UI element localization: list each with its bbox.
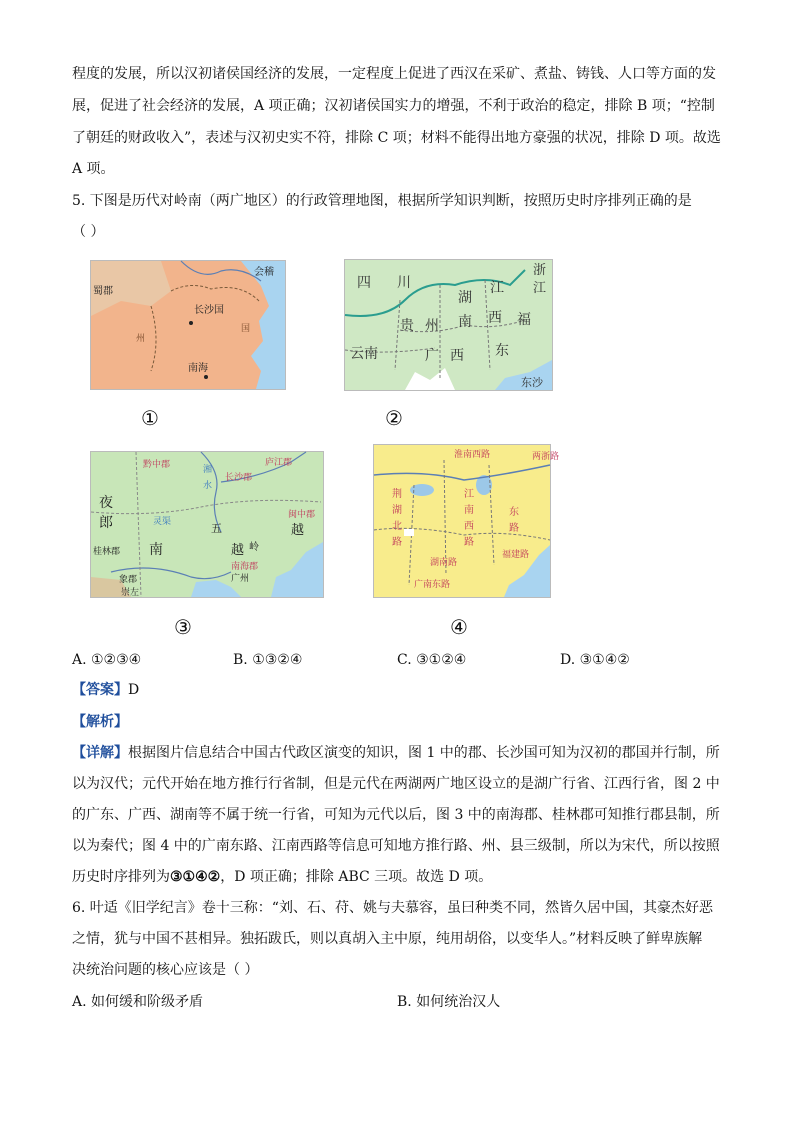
q5-option-a: A. ①②③④ (72, 652, 142, 668)
map2-label-jiang: 江 (490, 280, 504, 296)
detail-tag: 【详解】 (72, 745, 128, 761)
detail-last-pre: 历史时序排列为 (72, 869, 170, 885)
analysis-tag-text: 【解析】 (72, 714, 128, 730)
map2-label-hu: 湖 (458, 290, 472, 306)
map3-label-minzhong: 闽中郡 (288, 510, 316, 520)
map1-label-guo: 国 (241, 324, 251, 334)
map1-city-dot-2 (204, 375, 208, 379)
q5-option-d: D. ③①④② (560, 652, 630, 668)
q6-option-b: B. 如何统治汉人 (397, 994, 501, 1010)
map3-label-nanhai: 南海郡 (231, 562, 259, 572)
answer-row (72, 680, 139, 700)
map3-label-ye: 夜 (99, 495, 113, 511)
q6-option-a: A. 如何缓和阶级矛盾 (72, 994, 204, 1010)
map3-label-xiangjun: 象郡 (119, 575, 138, 585)
map2-label-jiang-2: 江 (533, 281, 547, 296)
map2-label-nan: 南 (458, 314, 472, 330)
map4-label-huainanxi: 淮南西路 (454, 450, 491, 460)
detail-text-1: 根据图片信息结合中国古代政区演变的知识，图 1 中的郡、长沙国可知为汉初的郡国并行制，所 (128, 745, 720, 761)
map-4-song (373, 444, 560, 598)
map4-label-xi: 西 (464, 521, 474, 532)
map3-label-qianzhong: 黔中郡 (143, 460, 171, 470)
map2-label-dongsha: 东沙 (521, 376, 543, 389)
map3-label-yue: 越 (231, 543, 245, 558)
map1-city-dot (189, 321, 193, 325)
map4-label-dong: 东 (509, 507, 519, 518)
map1-label-shujun: 蜀郡 (93, 286, 113, 297)
map-1-han (90, 260, 286, 390)
intro-line-1: 程度的发展，所以汉初诸侯国经济的发展，一定程度上促进了西汉在采矿、煮盐、铸钱、人口等方面的发 (72, 66, 716, 82)
map-number-2: ② (385, 406, 403, 430)
map2-label-xi: 西 (488, 310, 502, 326)
map-2-provinces (344, 259, 553, 391)
q5-stem-line-2: （ ） (72, 224, 105, 240)
q5-option-b: B. ①③②④ (233, 652, 303, 668)
map-number-4: ④ (450, 615, 468, 639)
map2-label-fu: 福 (517, 312, 531, 328)
map2-label-chuan: 川 (397, 275, 411, 291)
detail-line-4: 以为秦代；图 4 中的广南东路、江南西路等信息可知地方推行路、州、县三级制，所以为宋代，所以按照 (72, 838, 720, 854)
intro-line-3: 了朝廷的财政收入”，表述与汉初史实不符，排除 C 项；材料不能得出地方豪强的状况，排除 D 项。故选 (72, 130, 721, 146)
map2-label-zhe: 浙 (533, 263, 547, 278)
analysis-tag (72, 712, 128, 732)
map2-label-yunnan: 云南 (350, 346, 378, 362)
map1-label-kuaiji: 会稽 (254, 267, 274, 278)
detail-last-post: ，D 项正确；排除 ABC 三项。故选 D 项。 (220, 869, 493, 885)
map2-label-guang: 广 (425, 348, 439, 364)
map2-label-xi-2: 西 (450, 348, 464, 364)
map1-label-nanhai: 南海 (188, 363, 208, 374)
map4-label-jiang: 江 (464, 489, 474, 500)
map2-label-dong: 东 (495, 343, 509, 359)
detail-last-bold: ③①④② (170, 869, 221, 885)
map2-label-si: 四 (357, 275, 371, 291)
intro-line-4: A 项。 (72, 161, 115, 177)
map4-label-guangnandong: 广南东路 (414, 580, 451, 590)
map-number-1: ① (141, 406, 159, 430)
q6-line-1: 6. 叶适《旧学纪言》卷十三称：“刘、石、苻、姚与夫慕容，虽曰种类不同，然皆久居中国，其豪杰好恶 (72, 900, 713, 916)
map4-label-lu: 路 (392, 537, 402, 548)
map4-label-fujian: 福建路 (502, 550, 530, 560)
map1-label-changsha: 长沙国 (194, 305, 224, 316)
q5-option-c: C. ③①②④ (397, 652, 467, 668)
q6-line-3: 决统治问题的核心应该是（ ） (72, 962, 259, 978)
detail-line-5 (72, 867, 492, 887)
q5-stem-line-1: 5. 下图是历代对岭南（两广地区）的行政管理地图，根据所学知识判断，按照历史时序排列正确的是 (72, 193, 692, 209)
map3-label-yue-2: 越 (291, 523, 305, 538)
map-number-3: ③ (174, 615, 192, 639)
answer-value: D (128, 682, 140, 698)
map4-label-liangzhe: 两浙路 (532, 452, 560, 462)
map-3-qin (90, 451, 324, 598)
map3-label-chongzuo: 崇左 (121, 588, 140, 598)
map1-label-zhou: 州 (136, 334, 146, 344)
map3-label-nan: 南 (149, 542, 163, 558)
map3-label-changsha: 长沙郡 (225, 473, 253, 483)
map3-label-guangzhou: 广州 (231, 574, 250, 584)
detail-line-1 (72, 743, 720, 763)
intro-line-2: 展，促进了社会经济的发展，A 项正确；汉初诸侯国实力的增强，不利于政治的稳定，排除 B 项；“控制 (72, 98, 715, 114)
map2-label-zhou: 州 (425, 318, 439, 334)
map3-label-ling: 岭 (249, 542, 259, 553)
map4-label-lu-3: 路 (509, 523, 519, 534)
map3-label-lujiang: 庐江郡 (265, 458, 293, 468)
map4-label-lu-2: 路 (464, 537, 474, 548)
map3-label-shui: 水 (203, 481, 213, 491)
map4-label-hunan: 湖南路 (430, 558, 458, 568)
map4-label-nan: 南 (464, 505, 474, 516)
q6-line-2: 之情，犹与中国不甚相异。独拓跋氏，则以真胡入主中原，纯用胡俗，以变华人。”材料反映了鲜卑族解 (72, 931, 703, 947)
map3-label-lang: 郎 (99, 515, 113, 531)
map4-label-jing: 荆 (392, 489, 402, 500)
map3-label-wu: 五 (211, 522, 222, 535)
map3-label-guilin: 桂林郡 (93, 547, 121, 557)
map4-label-hu: 湖 (392, 505, 402, 516)
detail-line-3: 的广东、广西、湖南等不属于统一行省，可知为元代以后，图 3 中的南海郡、桂林郡可知推行郡县制，所 (72, 807, 720, 823)
map2-label-gui: 贵 (400, 318, 414, 334)
answer-tag: 【答案】 (72, 682, 128, 698)
map3-label-xiang: 湘 (203, 465, 213, 475)
map3-label-lingqu: 灵渠 (153, 517, 172, 527)
detail-line-2: 以为汉代；元代开始在地方推行行省制，但是元代在两湖两广地区设立的是湖广行省、江西行省，图 2 中 (72, 776, 720, 792)
map4-label-bei: 北 (392, 521, 402, 532)
